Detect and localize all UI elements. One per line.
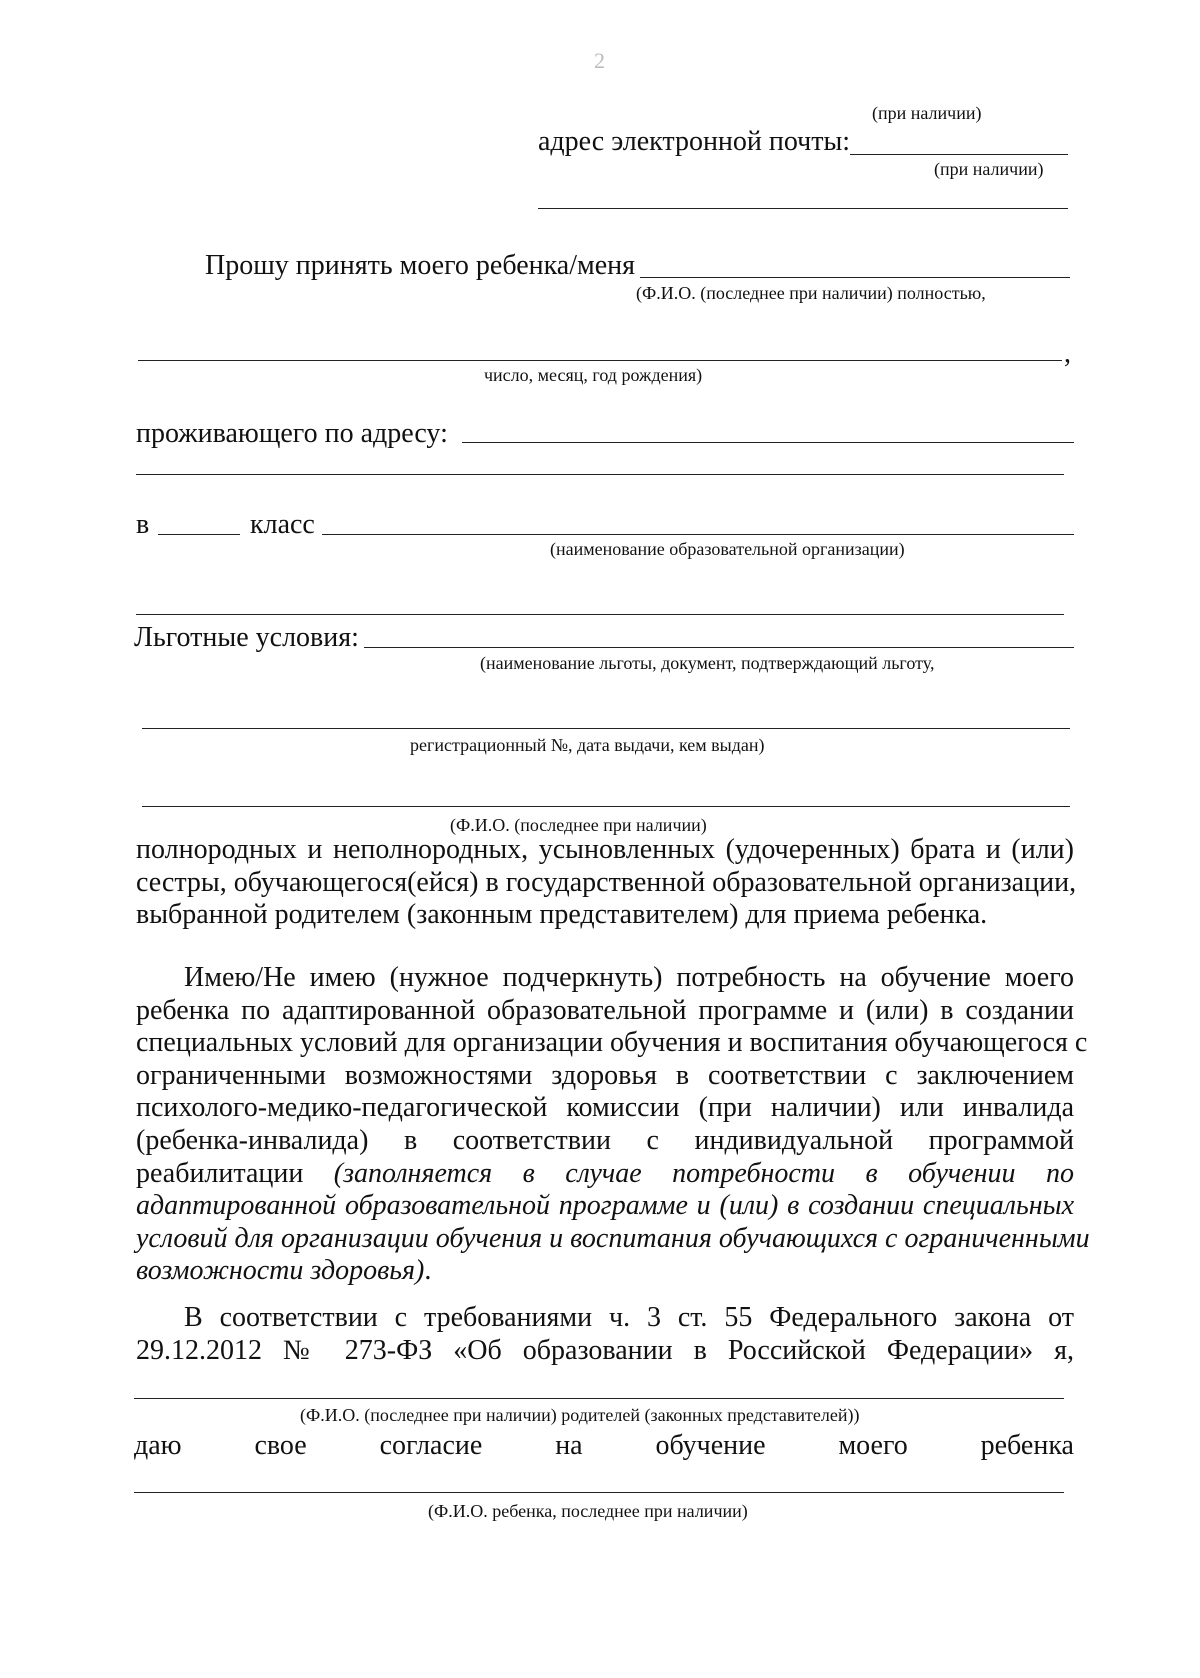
optional-note-top: (при наличии) bbox=[872, 103, 982, 123]
paragraph-line: (ребенка-инвалида) в соответствии с индивидуальной программой bbox=[136, 1124, 1074, 1156]
grade-label: класс bbox=[250, 509, 315, 540]
paragraph-line: специальных условий для организации обучения и воспитания обучающегося с bbox=[136, 1027, 1088, 1059]
school-caption: (наименование образовательной организации) bbox=[550, 539, 905, 559]
consent-word: обучение bbox=[655, 1430, 766, 1461]
consent-word: свое bbox=[254, 1430, 307, 1461]
needs-paragraph bbox=[136, 962, 1090, 1288]
paragraph-line: В соответствии с требованиями ч. 3 ст. 55 Федерального закона от bbox=[184, 1302, 1074, 1333]
birth-caption: число, месяц, год рождения) bbox=[484, 365, 703, 385]
grade-prefix: в bbox=[136, 509, 150, 540]
italic-note-line: адаптированной образовательной программе и (или) в создании специальных bbox=[136, 1190, 1074, 1222]
paragraph-line: сестры, обучающегося(ейся) в государственной образовательной организации, bbox=[136, 866, 1077, 898]
benefits-document-field[interactable] bbox=[142, 728, 1070, 729]
child-caption: (Ф.И.О. ребенка, последнее при наличии) bbox=[428, 1501, 748, 1521]
sibling-name-field[interactable] bbox=[142, 806, 1070, 807]
consent-word: согласие bbox=[379, 1430, 483, 1461]
name-caption: (Ф.И.О. (последнее при наличии) полностью, bbox=[636, 283, 986, 303]
child-name-consent-field[interactable] bbox=[134, 1492, 1064, 1493]
benefits-caption-2: регистрационный №, дата выдачи, кем выдан) bbox=[410, 735, 765, 755]
paragraph-line: выбранной родителем (законным представителем) для приема ребенка. bbox=[136, 899, 988, 931]
address-label: проживающего по адресу: bbox=[136, 418, 448, 449]
paragraph-line: ребенка по адаптированной образовательной программе и (или) в создании bbox=[136, 994, 1074, 1026]
address-field[interactable] bbox=[462, 442, 1074, 443]
paragraph-line: полнородных и неполнородных, усыновленных (удочеренных) брата и (или) bbox=[136, 834, 1074, 865]
birth-date-field[interactable] bbox=[138, 360, 1062, 361]
italic-note-line: условий для организации обучения и воспитания обучающихся с ограниченными bbox=[136, 1222, 1090, 1254]
email-label: адрес электронной почты: bbox=[538, 126, 851, 157]
grade-field[interactable] bbox=[158, 534, 240, 535]
request-prefix: Прошу принять моего ребенка/меня bbox=[205, 250, 636, 281]
paragraph-line: Имею/Не имею (нужное подчеркнуть) потребность на обучение моего bbox=[184, 962, 1074, 993]
consent-line bbox=[134, 1430, 1074, 1462]
consent-word: на bbox=[555, 1430, 583, 1461]
paragraph-line-mixed bbox=[136, 1158, 1074, 1191]
consent-word: моего bbox=[838, 1430, 908, 1461]
benefits-label: Льготные условия: bbox=[134, 622, 359, 653]
school-name-field[interactable] bbox=[322, 534, 1074, 535]
paragraph-line: психолого-медико-педагогической комиссии (при наличии) или инвалида bbox=[136, 1092, 1074, 1124]
italic-note: (заполняется в случае потребности в обучении по bbox=[333, 1157, 1075, 1189]
parents-name-field[interactable] bbox=[134, 1398, 1064, 1399]
page-number: 2 bbox=[594, 48, 605, 73]
sibling-paragraph bbox=[136, 834, 1077, 932]
benefits-field[interactable] bbox=[364, 647, 1074, 648]
consent-word: даю bbox=[134, 1430, 182, 1461]
address-field-line-2[interactable] bbox=[136, 474, 1064, 475]
paragraph-line: ограниченными возможностями здоровья в соответствии с заключением bbox=[136, 1059, 1074, 1091]
parents-caption: (Ф.И.О. (последнее при наличии) родителей (законных представителей)) bbox=[300, 1405, 860, 1425]
school-name-field-line-2[interactable] bbox=[136, 614, 1064, 615]
child-name-field[interactable] bbox=[640, 277, 1070, 278]
paragraph-line: 29.12.2012 № 273-ФЗ «Об образовании в Российской Федерации» я, bbox=[136, 1334, 1074, 1366]
italic-note-end: возможности здоровья) bbox=[136, 1255, 425, 1287]
italic-note-last-line bbox=[136, 1255, 1074, 1288]
benefits-caption-1: (наименование льготы, документ, подтверждающий льготу, bbox=[480, 653, 935, 673]
email-optional-note: (при наличии) bbox=[934, 159, 1044, 179]
paragraph-text: реабилитации bbox=[136, 1157, 334, 1189]
sentence-end: . bbox=[424, 1255, 432, 1287]
consent-word: ребенка bbox=[980, 1430, 1074, 1461]
benefits-caption-3: (Ф.И.О. (последнее при наличии) bbox=[450, 815, 707, 835]
extra-contact-field[interactable] bbox=[538, 208, 1068, 209]
email-field[interactable] bbox=[850, 154, 1068, 155]
name-line-comma: , bbox=[1064, 338, 1071, 369]
law-paragraph bbox=[136, 1302, 1074, 1367]
